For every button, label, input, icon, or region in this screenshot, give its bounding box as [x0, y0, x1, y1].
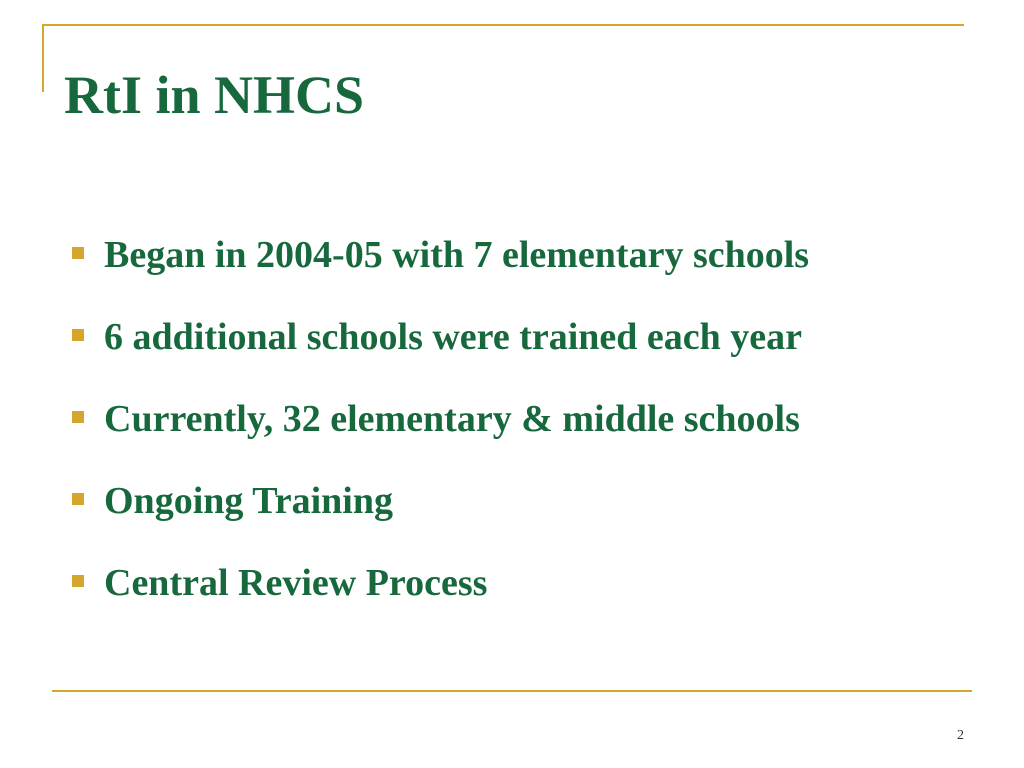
bullet-text: Currently, 32 elementary & middle schools — [104, 398, 800, 440]
footer-accent-line — [52, 690, 972, 692]
bullet-item — [72, 542, 809, 624]
square-bullet-icon — [72, 247, 84, 259]
slide-title: RtI in NHCS — [64, 65, 365, 125]
slide-number: 2 — [957, 728, 964, 743]
bullet-text: Central Review Process — [104, 562, 488, 604]
bullet-list — [72, 214, 809, 624]
bullet-item — [72, 214, 809, 296]
square-bullet-icon — [72, 493, 84, 505]
corner-accent-vertical — [42, 24, 44, 92]
square-bullet-icon — [72, 575, 84, 587]
bullet-item — [72, 378, 809, 460]
bullet-item — [72, 460, 809, 542]
top-accent-line — [42, 24, 964, 26]
bullet-text: 6 additional schools were trained each year — [104, 316, 803, 358]
bullet-item — [72, 296, 809, 378]
square-bullet-icon — [72, 411, 84, 423]
bullet-text: Began in 2004-05 with 7 elementary schools — [104, 234, 810, 276]
square-bullet-icon — [72, 329, 84, 341]
bullet-text: Ongoing Training — [104, 480, 393, 522]
